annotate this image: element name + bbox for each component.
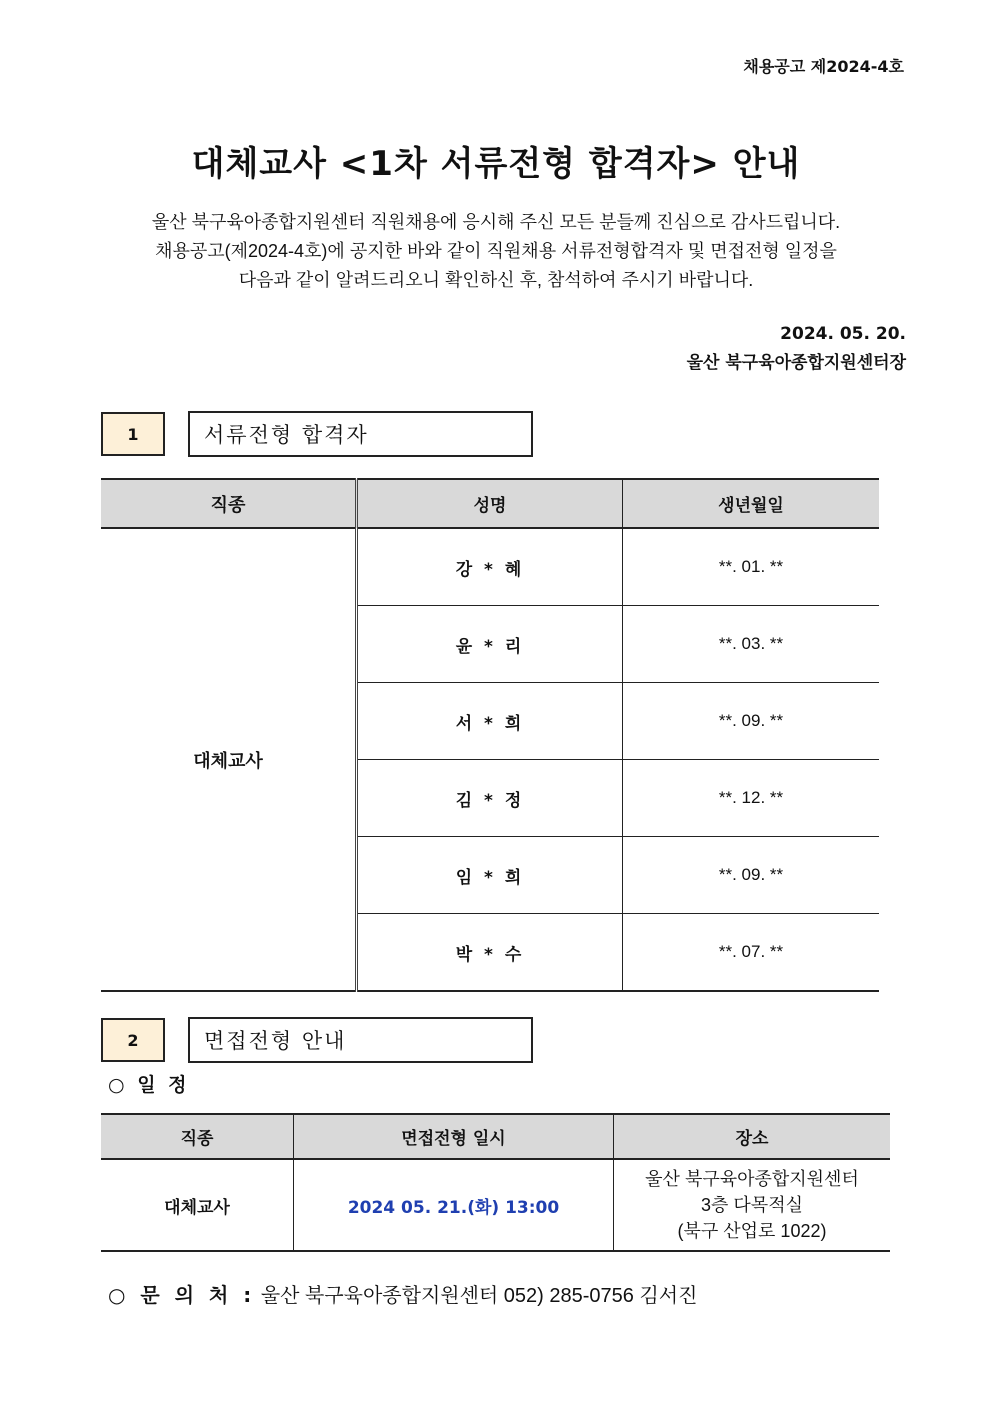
birth-cell: **. 07. ** bbox=[623, 914, 880, 992]
contact-info bbox=[108, 1279, 697, 1308]
contact-text: 울산 북구육아종합지원센터 052) 285-0756 김서진 bbox=[260, 1285, 698, 1307]
place-line: 3층 다목적실 bbox=[701, 1195, 803, 1215]
column-header-datetime: 면접전형 일시 bbox=[294, 1114, 614, 1159]
document-pass-table bbox=[101, 478, 879, 992]
birth-cell: **. 03. ** bbox=[623, 606, 880, 683]
datetime-cell: 2024 05. 21.(화) 13:00 bbox=[294, 1159, 614, 1251]
intro-line: 울산 북구육아종합지원센터 직원채용에 응시해 주신 모든 분들께 진심으로 감사드립니다. bbox=[151, 212, 841, 232]
table-header-row bbox=[101, 479, 879, 528]
place-line: (북구 산업로 1022) bbox=[677, 1221, 827, 1241]
issuer-block bbox=[687, 320, 906, 378]
column-header-birth: 생년월일 bbox=[623, 479, 880, 528]
section-2-number: 2 bbox=[101, 1018, 165, 1062]
birth-cell: **. 12. ** bbox=[623, 760, 880, 837]
name-cell: 서 * 희 bbox=[357, 683, 623, 760]
column-header-job: 직종 bbox=[101, 479, 357, 528]
section-1-title: 서류전형 합격자 bbox=[188, 411, 533, 457]
interview-schedule-table bbox=[101, 1113, 890, 1252]
section-1-number: 1 bbox=[101, 412, 165, 456]
table-header-row bbox=[101, 1114, 890, 1159]
section-2-title: 면접전형 안내 bbox=[188, 1017, 533, 1063]
table-row bbox=[101, 528, 879, 606]
birth-cell: **. 09. ** bbox=[623, 683, 880, 760]
name-cell: 임 * 희 bbox=[357, 837, 623, 914]
contact-label: ○ 문 의 처 : bbox=[108, 1283, 256, 1307]
birth-cell: **. 01. ** bbox=[623, 528, 880, 606]
name-cell: 박 * 수 bbox=[357, 914, 623, 992]
notice-number: 채용공고 제2024-4호 bbox=[743, 57, 904, 76]
name-cell: 김 * 정 bbox=[357, 760, 623, 837]
name-cell: 윤 * 리 bbox=[357, 606, 623, 683]
column-header-name: 성명 bbox=[357, 479, 623, 528]
intro-line: 채용공고(제2024-4호)에 공지한 바와 같이 직원채용 서류전형합격자 및 면접전형 일정을 bbox=[155, 241, 837, 261]
intro-line: 다음과 같이 알려드리오니 확인하신 후, 참석하여 주시기 바랍니다. bbox=[238, 270, 754, 290]
issue-date: 2024. 05. 20. bbox=[780, 324, 906, 344]
page-title: 대체교사 <1차 서류전형 합격자> 안내 bbox=[191, 144, 801, 184]
table-row bbox=[101, 1159, 890, 1251]
intro-paragraph bbox=[60, 208, 932, 295]
job-cell: 대체교사 bbox=[101, 1159, 294, 1251]
column-header-place: 장소 bbox=[614, 1114, 891, 1159]
job-cell: 대체교사 bbox=[101, 528, 357, 991]
birth-cell: **. 09. ** bbox=[623, 837, 880, 914]
column-header-job: 직종 bbox=[101, 1114, 294, 1159]
schedule-heading: ○ 일 정 bbox=[108, 1074, 190, 1096]
issuer-name: 울산 북구육아종합지원센터장 bbox=[686, 353, 906, 373]
place-cell bbox=[614, 1159, 891, 1251]
name-cell: 강 * 혜 bbox=[357, 528, 623, 606]
place-line: 울산 북구육아종합지원센터 bbox=[645, 1169, 859, 1189]
